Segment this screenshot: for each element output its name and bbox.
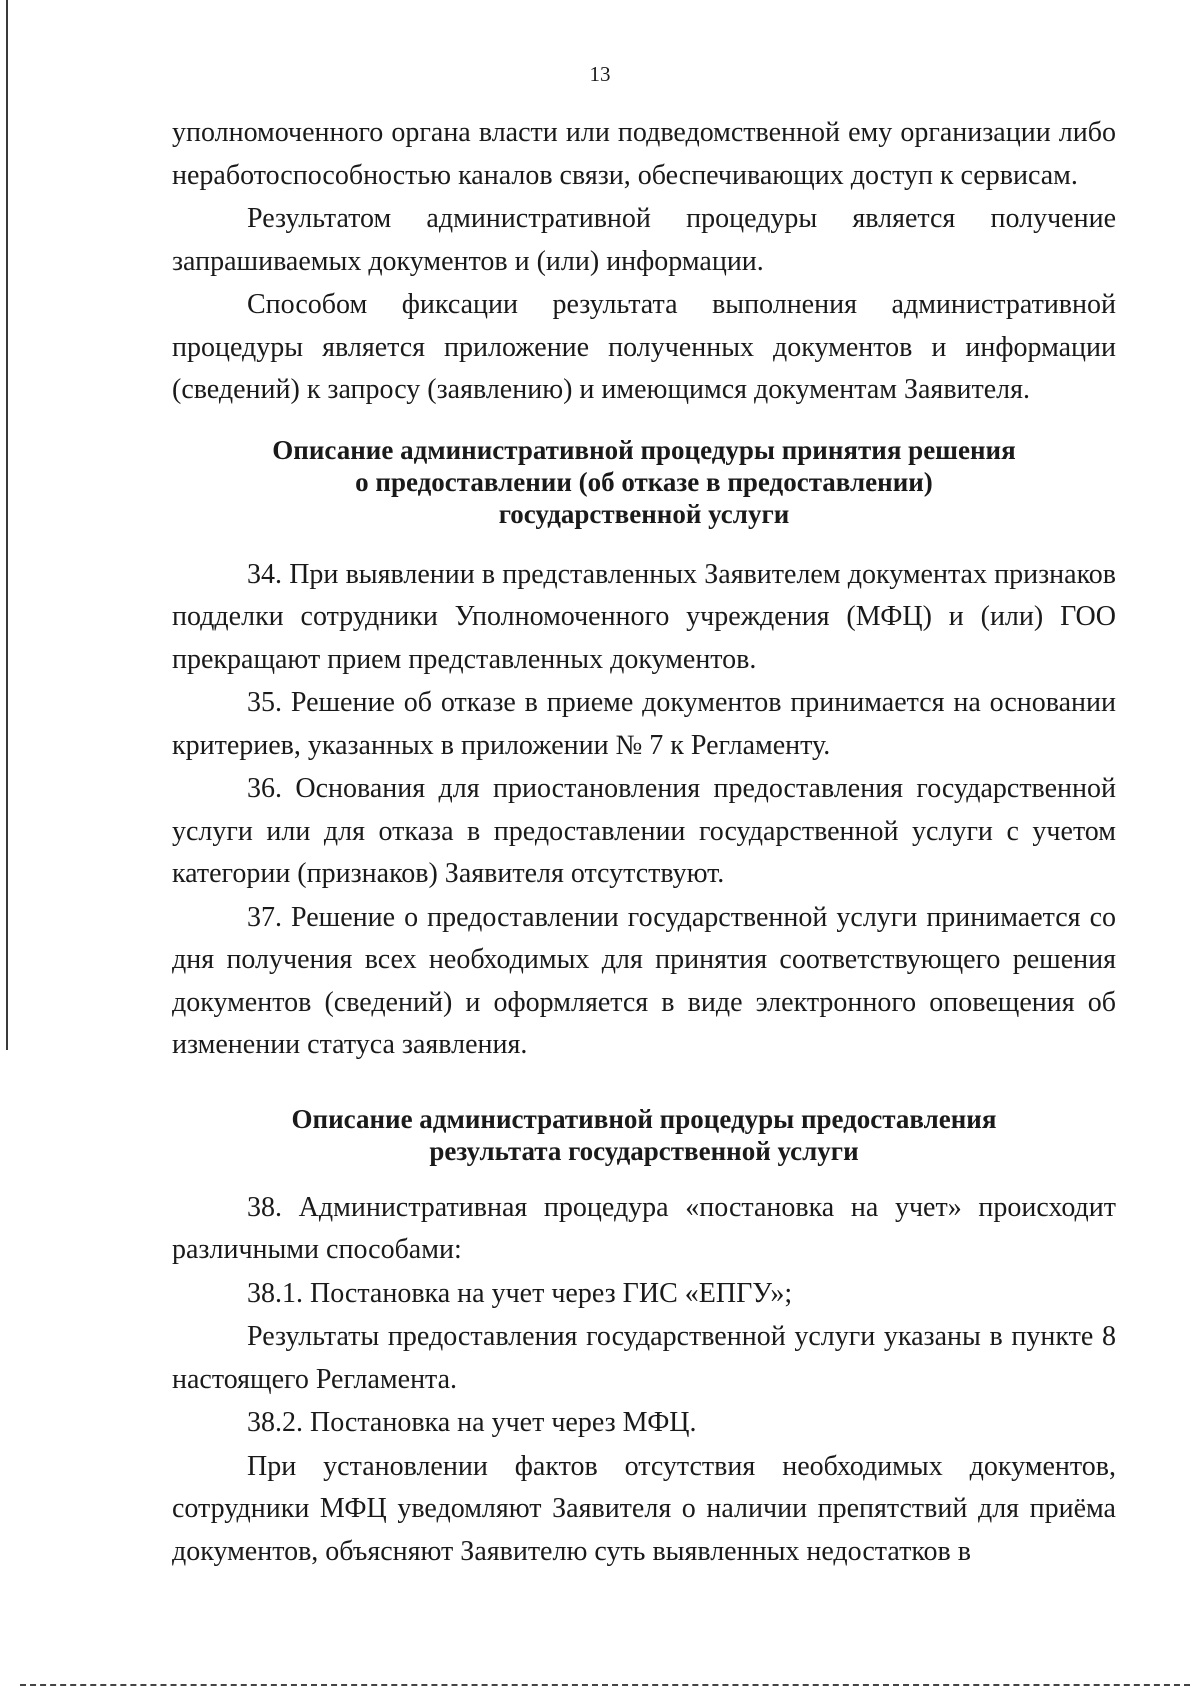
- heading-line: Описание административной процедуры принятия решения: [272, 434, 1016, 465]
- section-heading-result: [172, 1103, 1116, 1167]
- paragraph-34: 34. При выявлении в представленных Заявителем документах признаков подделки сотрудники Уполномоченного учреждения (МФЦ) и (или) ГОО прекращают прием представленных документов.: [172, 558, 1116, 675]
- scan-left-border: [6, 0, 8, 1050]
- paragraph-38: 38. Административная процедура «постановка на учет» происходит различными способами:: [172, 1191, 1116, 1265]
- section-heading-decision: [172, 434, 1116, 530]
- paragraph-38-2: 38.2. Постановка на учет через МФЦ.: [247, 1407, 697, 1438]
- paragraph-continuation: уполномоченного органа власти или подведомственной ему организации либо неработоспособностью каналов связи, обеспечивающих доступ к сервисам.: [172, 117, 1116, 191]
- paragraph-results: Результаты предоставления государственной услуги указаны в пункте 8 настоящего Регламента.: [172, 1321, 1116, 1395]
- heading-line: результата государственной услуги: [429, 1135, 859, 1166]
- paragraph-fixation: Способом фиксации результата выполнения административной процедуры является приложение полученных документов и информации (сведений) к запросу (заявлению) и имеющимся документам Заявителя.: [172, 289, 1116, 405]
- heading-line: государственной услуги: [498, 498, 790, 529]
- paragraph-result: Результатом административной процедуры является получение запрашиваемых документов и (или) информации.: [172, 203, 1116, 277]
- paragraph-37: 37. Решение о предоставлении государственной услуги принимается со дня получения всех необходимых для принятия соответствующего решения документов (сведений) и оформляется в виде электронного оповещения об изменении статуса заявления.: [172, 901, 1116, 1060]
- heading-line: о предоставлении (об отказе в предоставлении): [355, 466, 933, 497]
- paragraph-35: 35. Решение об отказе в приеме документов принимается на основании критериев, указанных в приложении № 7 к Регламенту.: [172, 687, 1116, 761]
- heading-line: Описание административной процедуры предоставления: [291, 1103, 997, 1134]
- scan-bottom-rule: [20, 1684, 1190, 1686]
- document-body: [172, 112, 1116, 1574]
- page-number: 13: [589, 62, 611, 86]
- paragraph-38-1: 38.1. Постановка на учет через ГИС «ЕПГУ»;: [247, 1277, 793, 1309]
- paragraph-missing-documents: При установлении фактов отсутствия необходимых документов, сотрудники МФЦ уведомляют Заявителя о наличии препятствий для приёма документов, объясняют Заявителю суть выявленных недостатков в: [172, 1450, 1116, 1567]
- paragraph-36: 36. Основания для приостановления предоставления государственной услуги или для отказа в предоставлении государственной услуги с учетом категории (признаков) Заявителя отсутствуют.: [172, 773, 1116, 889]
